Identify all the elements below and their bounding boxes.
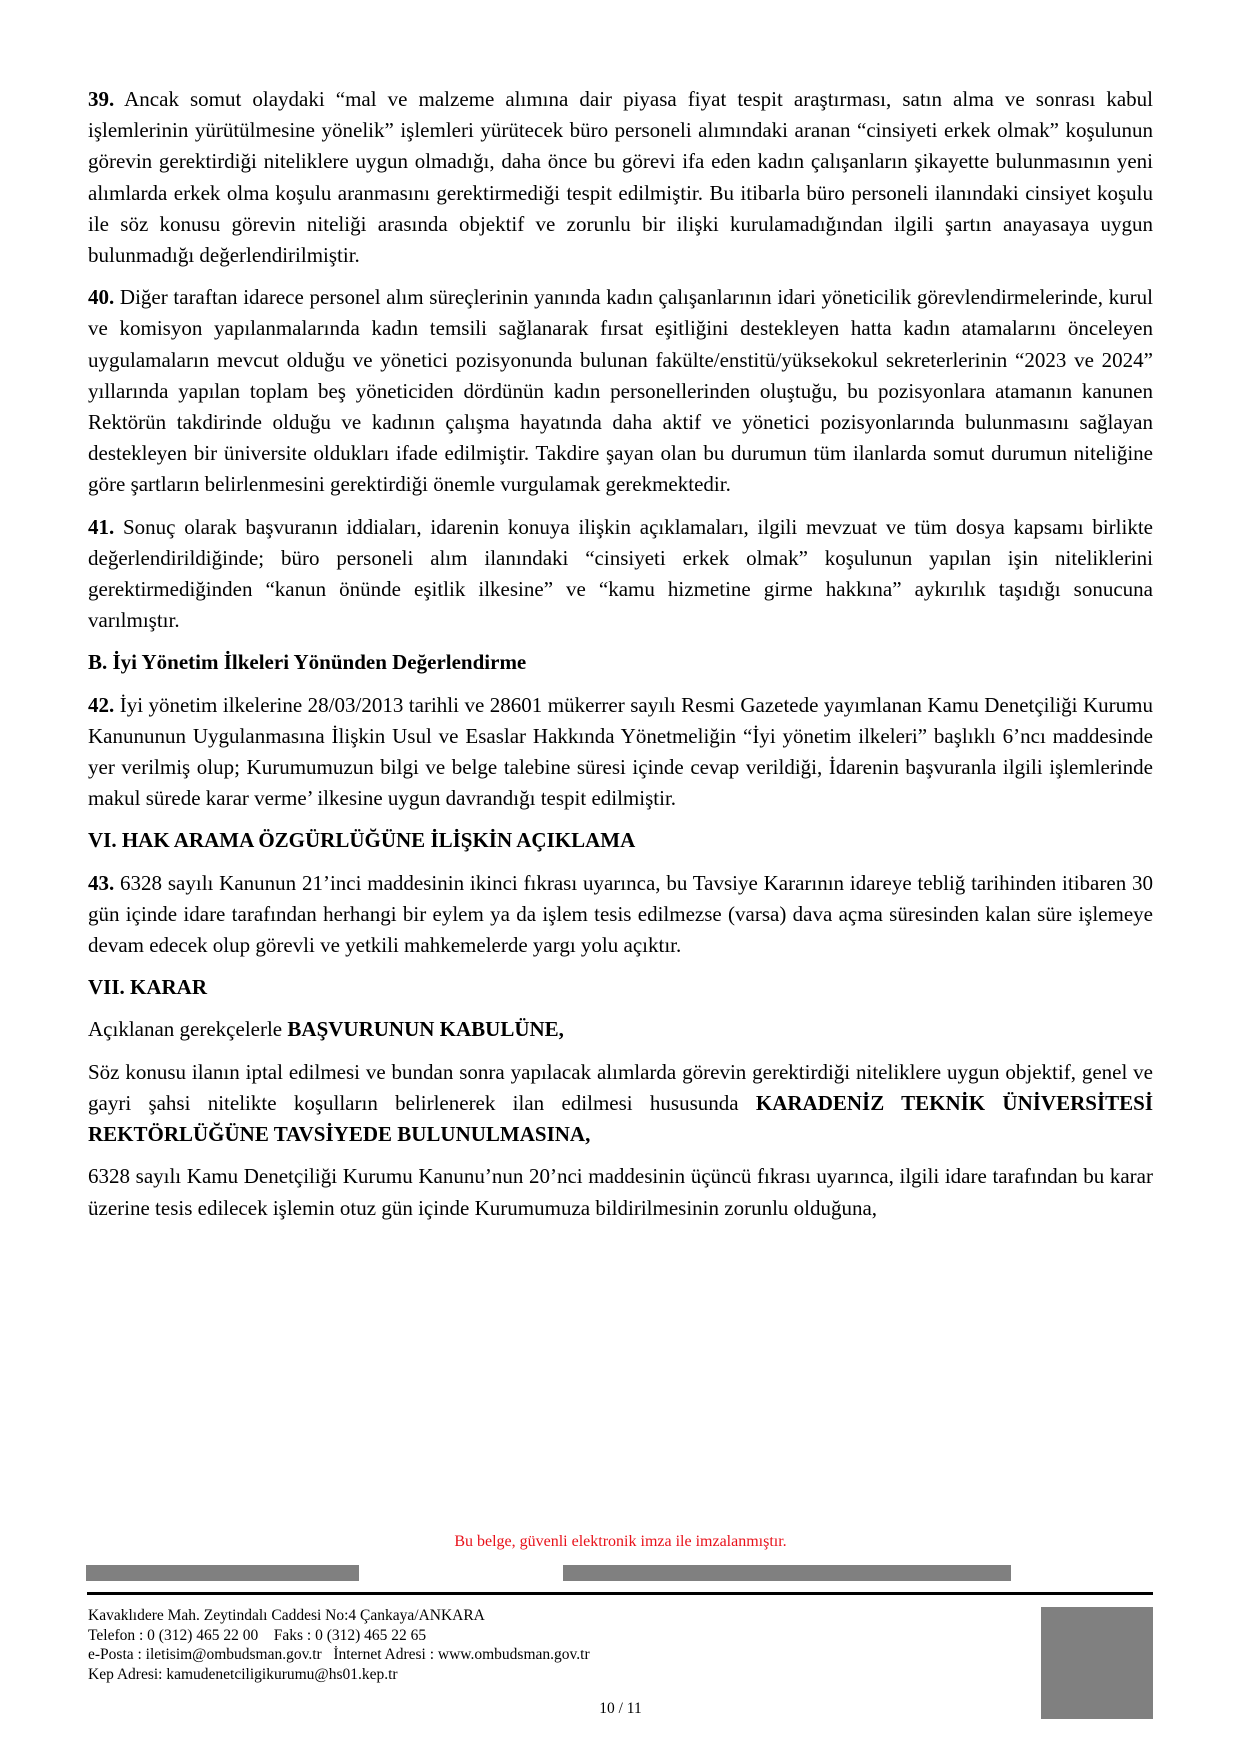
paragraph-41	[88, 512, 1153, 637]
paragraph-number: 41.	[88, 514, 115, 539]
paragraph-text: Sonuç olarak başvuranın iddiaları, idarenin konuya ilişkin açıklamaları, ilgili mevzuat ve tüm dosya kapsamı birlikte değerlendirildiğinde; büro personeli alım ilanındaki “cinsiyeti erkek olmak” koşulunun yapılan işin niteliklerini gerektirmediğinden “kanun önünde eşitlik ilkesine” ve “kamu hizmetine girme hakkına” aykırılık taşıdığı sonucuna varılmıştır.	[88, 514, 1153, 633]
footer-kep-address: Kep Adresi: kamudenetciligikurumu@hs01.kep.tr	[88, 1665, 398, 1683]
paragraph-number: 42.	[88, 692, 115, 717]
redacted-qr-code	[1041, 1607, 1153, 1719]
footer-phone-fax: Telefon : 0 (312) 465 22 00 Faks : 0 (312) 465 22 65	[88, 1626, 427, 1644]
section-heading-vii: VII. KARAR	[88, 975, 208, 1000]
paragraph-text: Ancak somut olaydaki “mal ve malzeme alımına dair piyasa fiyat tespit araştırması, satın alma ve sonrası kabul işlemlerinin yürütülmesine yönelik” işlemleri yürütecek büro personeli alımındaki aranan “cinsiyeti erkek olmak” koşulunun görevin gerektirdiği niteliklere uygun olmadığı, daha önce bu görevi ifa eden kadın çalışanların şikayette bulunmasının yeni alımlarda erkek olma koşulu aranmasını gerektirmediği tespit edilmiştir. Bu itibarla büro personeli ilanındaki cinsiyet koşulu ile söz konusu görevin niteliği arasında objektif ve zorunlu bir ilişki kurulamadığından ilgili şartın anayasaya uygun bulunmadığı değerlendirilmiştir.	[88, 87, 1153, 268]
redacted-signature-block-left	[86, 1565, 359, 1581]
paragraph-43	[88, 868, 1153, 962]
footer-contact	[88, 1606, 590, 1684]
paragraph-text: İyi yönetim ilkelerine 28/03/2013 tarihli ve 28601 mükerrer sayılı Resmi Gazetede yayımlanan Kamu Denetçiliği Kurumu Kanununun Uygulanmasına İlişkin Usul ve Esaslar Hakkında Yönetmeliğin “İyi yönetim ilkeleri” başlıklı 6’ncı maddesinde yer verilmiş olup; Kurumumuzun bilgi ve belge talebine süresi içinde cevap verildiği, İdarenin başvuranla ilgili işlemlerinde makul sürede karar verme’ ilkesine uygun davrandığı tespit edilmiştir.	[88, 692, 1153, 811]
paragraph-number: 40.	[88, 285, 115, 310]
decision-text: Açıklanan gerekçelerle	[88, 1017, 288, 1042]
decision-text: 6328 sayılı Kamu Denetçiliği Kurumu Kanunu’nun 20’nci maddesinin üçüncü fıkrası uyarınca, ilgili idare tarafından bu karar üzerine tesis edilecek işlemin otuz gün içinde Kurumumuza bildirilmesinin zorunlu olduğuna,	[88, 1164, 1153, 1220]
page-number: 10 / 11	[599, 1700, 642, 1717]
footer-address: Kavaklıdere Mah. Zeytindalı Caddesi No:4 Çankaya/ANKARA	[88, 1607, 485, 1624]
decision-bold: BAŞVURUNUN KABULÜNE,	[287, 1017, 564, 1042]
decision-text: Söz konusu ilanın iptal edilmesi ve bundan sonra yapılacak alımlarda görevin gerektirdiği niteliklere uygun objektif, genel ve gayri şahsi nitelikte koşulların belirlenerek ilan edilmesi hususunda	[88, 1059, 1153, 1115]
paragraph-39	[88, 84, 1153, 271]
paragraph-40	[88, 282, 1153, 500]
paragraph-number: 39.	[88, 87, 115, 111]
document-body	[88, 84, 1153, 1235]
electronic-signature-note: Bu belge, güvenli elektronik imza ile imzalanmıştır.	[454, 1533, 787, 1550]
section-heading-vi: VI. HAK ARAMA ÖZGÜRLÜĞÜNE İLİŞKİN AÇIKLAMA	[88, 828, 636, 853]
paragraph-42	[88, 690, 1153, 815]
decision-bold: KARADENİZ TEKNİK ÜNİVERSİTESİ REKTÖRLÜĞÜNE TAVSİYEDE BULUNULMASINA,	[88, 1090, 1153, 1147]
paragraph-text: Diğer taraftan idarece personel alım süreçlerinin yanında kadın çalışanlarının idari yöneticilik görevlendirmelerinde, kurul ve komisyon yapılanmalarında kadın temsili sağlanarak fırsat eşitliğini destekleyen hatta kadın atamalarını önceleyen uygulamaların mevcut olduğu ve yönetici pozisyonunda bulunan fakülte/enstitü/yüksekokul sekreterlerinin “2023 ve 2024” yıllarında yapılan toplam beş yöneticiden dördünün kadın personellerinden oluştuğu, bu pozisyonlara atamanın kanunen Rektörün takdirinde olduğu ve kadının çalışma hayatında daha aktif ve yönetici pozisyonlarında bulunmasını sağlayan destekleyen bir üniversite oldukları ifade edilmiştir. Takdire şayan olan bu durumun tüm ilanlarda somut durumun niteliğine göre şartların belirlenmesini gerektirdiği önemle vurgulamak gerekmektedir.	[88, 285, 1153, 497]
decision-recommendation	[88, 1057, 1153, 1151]
redacted-signature-block-right	[563, 1565, 1011, 1581]
footer-email-web: e-Posta : iletisim@ombudsman.gov.tr İnternet Adresi : www.ombudsman.gov.tr	[88, 1646, 590, 1663]
decision-acceptance	[88, 1014, 1153, 1045]
paragraph-number: 43.	[88, 870, 115, 895]
footer-divider	[87, 1592, 1153, 1595]
decision-notification	[88, 1161, 1153, 1223]
paragraph-text: 6328 sayılı Kanunun 21’inci maddesinin ikinci fıkrası uyarınca, bu Tavsiye Kararının idareye tebliğ tarihinden itibaren 30 gün içinde idare tarafından herhangi bir eylem ya da işlem tesis edilmezse (varsa) dava açma süresinden kalan süre işlemeye devam edecek olup görevli ve yetkili mahkemelerde yargı yolu açıktır.	[88, 870, 1153, 958]
section-heading-b: B. İyi Yönetim İlkeleri Yönünden Değerlendirme	[88, 650, 527, 675]
